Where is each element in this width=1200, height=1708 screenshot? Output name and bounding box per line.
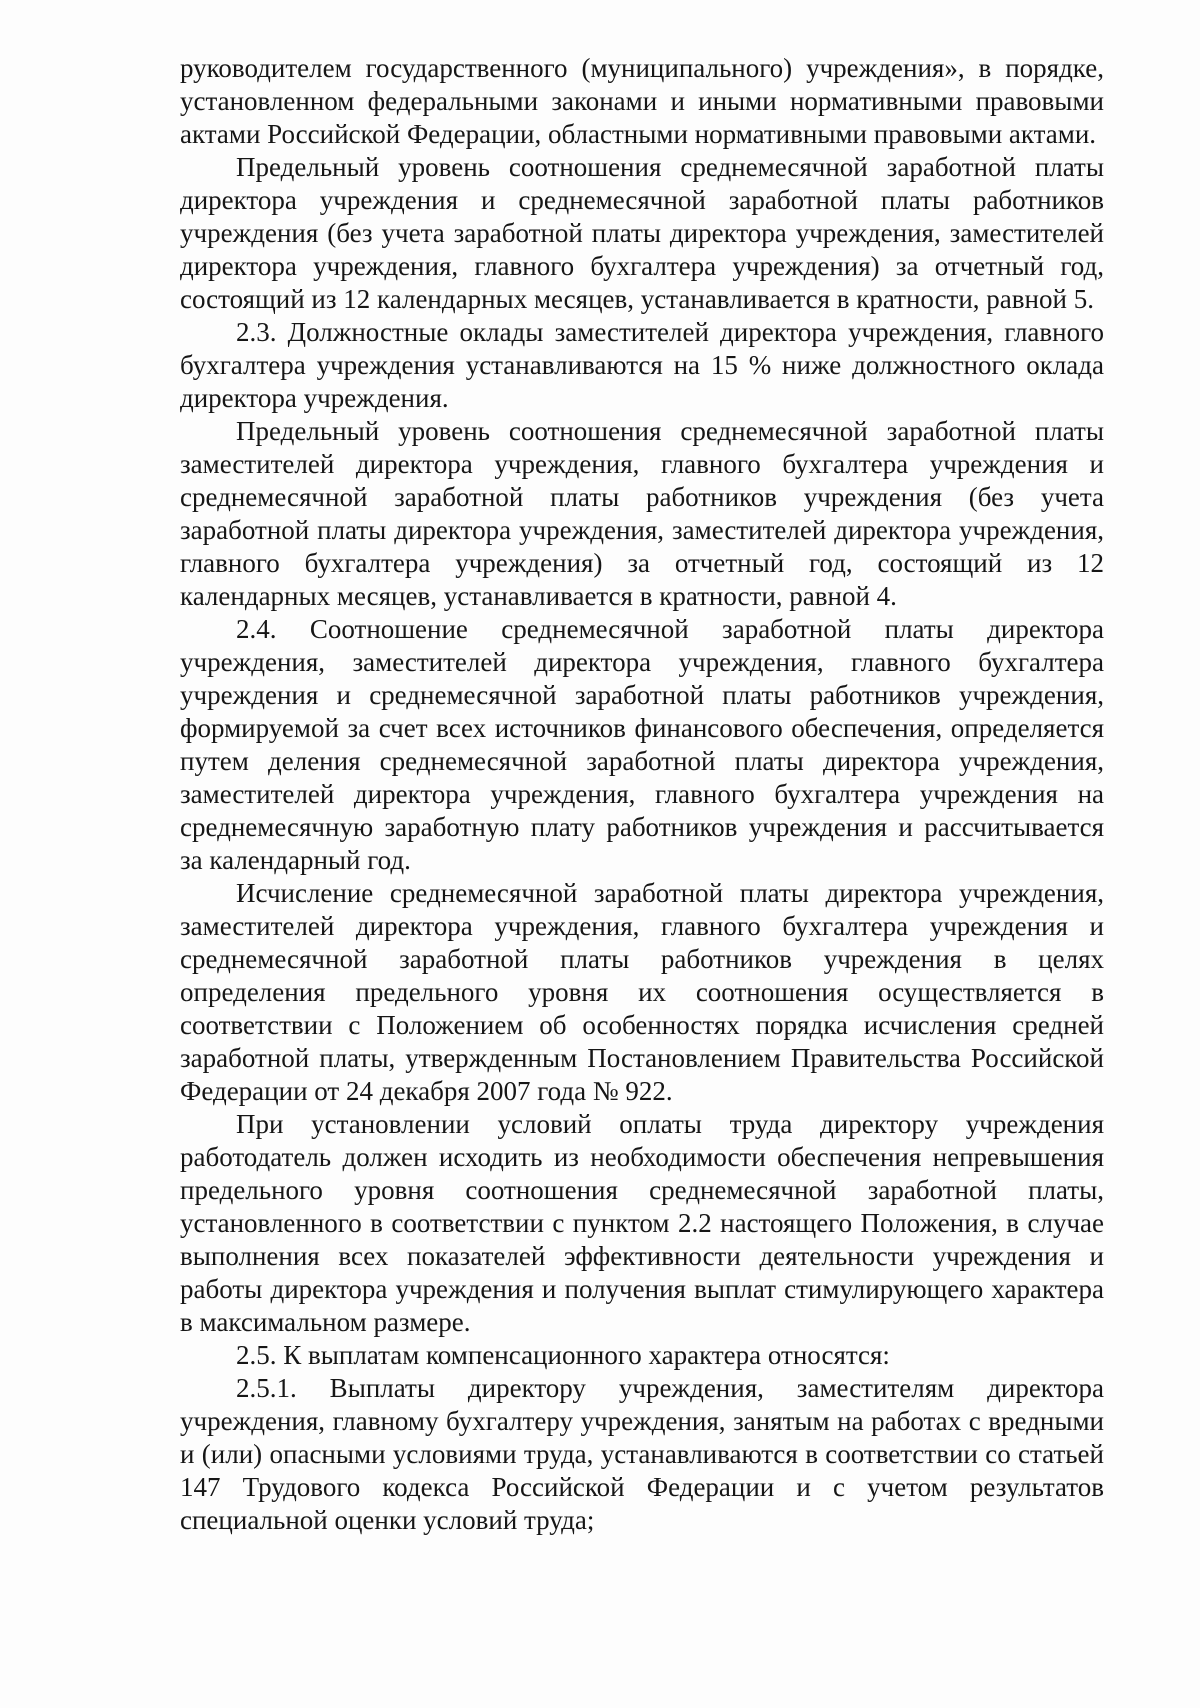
- paragraph-continuation: руководителем государственного (муниципального) учреждения», в порядке, установленном федеральными законами и иными нормативными правовыми актами Российской Федерации, областными нормативными правовыми актами.: [180, 53, 1104, 149]
- paragraph-deputies-ratio: Предельный уровень соотношения среднемесячной заработной платы заместителей директора учреждения, главного бухгалтера учреждения и среднемесячной заработной платы работников учреждения (без учета заработной платы директора учреждения, заместителей директора учреждения, главного бухгалтера учреждения) за отчетный год, состоящий из 12 календарных месяцев, устанавливается в кратности, равной 4.: [180, 416, 1104, 611]
- paragraph-director-ratio: Предельный уровень соотношения среднемесячной заработной платы директора учреждения и среднемесячной заработной платы работников учреждения (без учета заработной платы директора учреждения, заместителей директора учреждения, главного бухгалтера учреждения) за отчетный год, состоящий из 12 календарных месяцев, устанавливается в кратности, равной 5.: [180, 152, 1104, 314]
- paragraph-calculation: Исчисление среднемесячной заработной платы директора учреждения, заместителей директора учреждения, главного бухгалтера учреждения и среднемесячной заработной платы работников учреждения в целях определения предельного уровня их соотношения осуществляется в соответствии с Положением об особенностях порядка исчисления средней заработной платы, утвержденным Постановлением Правительства Российской Федерации от 24 декабря 2007 года № 922.: [180, 878, 1104, 1106]
- document-body: [180, 52, 1104, 1537]
- paragraph-employer-conditions: При установлении условий оплаты труда директору учреждения работодатель должен исходить из необходимости обеспечения непревышения предельного уровня соотношения среднемесячной заработной платы, установленного в соответствии с пунктом 2.2 настоящего Положения, в случае выполнения всех показателей эффективности деятельности учреждения и работы директора учреждения и получения выплат стимулирующего характера в максимальном размере.: [180, 1109, 1104, 1337]
- paragraph-2-5: 2.5. К выплатам компенсационного характера относятся:: [236, 1340, 890, 1370]
- paragraph-2-3: 2.3. Должностные оклады заместителей директора учреждения, главного бухгалтера учреждения устанавливаются на 15 % ниже должностного оклада директора учреждения.: [180, 317, 1104, 413]
- paragraph-2-4: 2.4. Соотношение среднемесячной заработной платы директора учреждения, заместителей директора учреждения, главного бухгалтера учреждения и среднемесячной заработной платы работников учреждения, формируемой за счет всех источников финансового обеспечения, определяется путем деления среднемесячной заработной платы директора учреждения, заместителей директора учреждения, главного бухгалтера учреждения на среднемесячную заработную плату работников учреждения и рассчитывается за календарный год.: [180, 614, 1104, 875]
- paragraph-2-5-1: 2.5.1. Выплаты директору учреждения, заместителям директора учреждения, главному бухгалтеру учреждения, занятым на работах с вредными и (или) опасными условиями труда, устанавливаются в соответствии со статьей 147 Трудового кодекса Российской Федерации и с учетом результатов специальной оценки условий труда;: [180, 1373, 1104, 1535]
